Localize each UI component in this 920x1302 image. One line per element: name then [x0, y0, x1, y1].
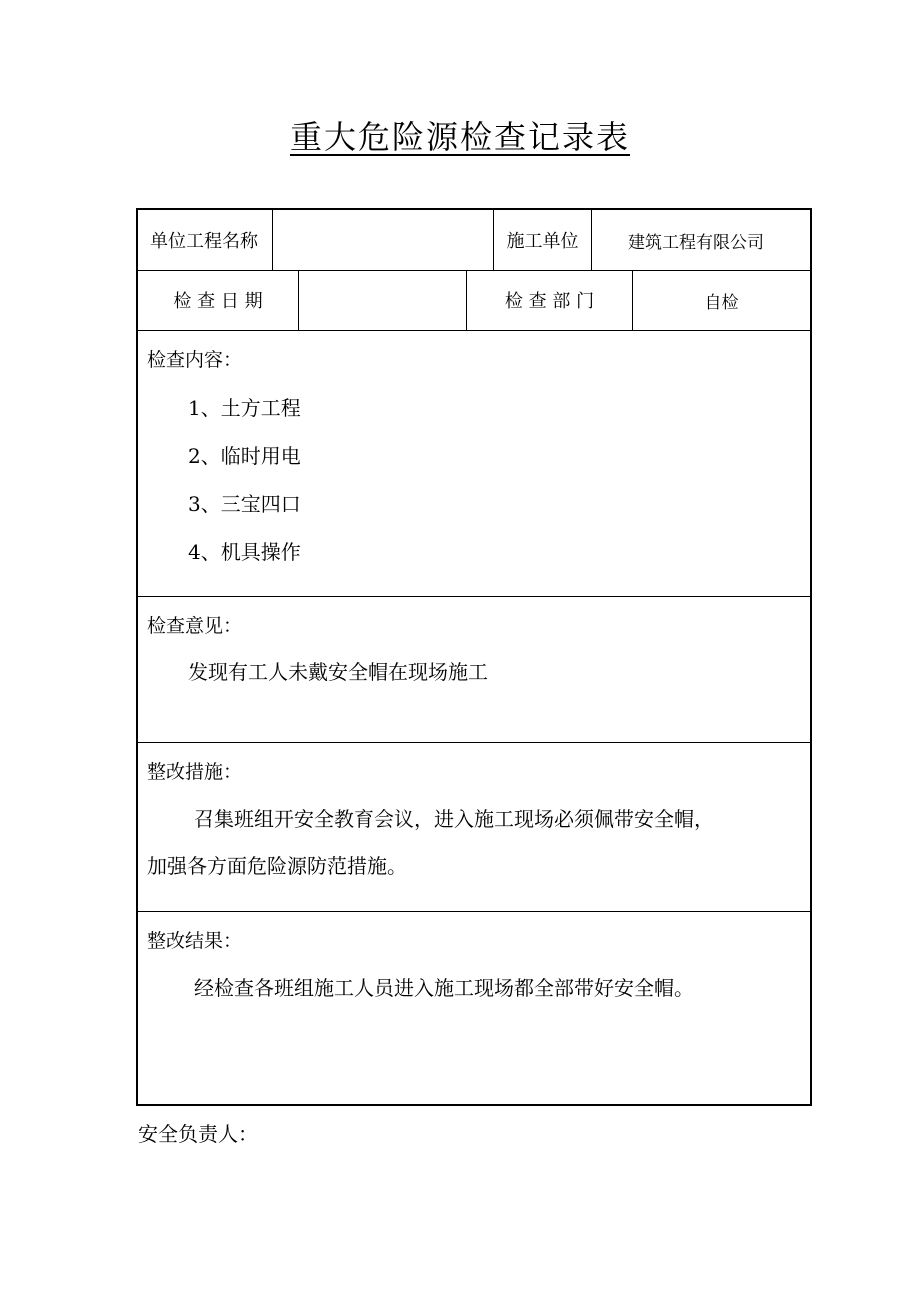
project-name-field[interactable]	[273, 210, 493, 270]
rectification-measures-line-2: 加强各方面危险源防范措施。	[147, 854, 407, 878]
safety-responsible-label: 安全负责人：	[138, 1122, 258, 1146]
project-name-label-cell	[138, 210, 272, 270]
inspection-dept-field[interactable]	[633, 270, 810, 330]
inspection-form-table	[136, 208, 812, 1106]
rectification-result-heading: 整改结果：	[147, 930, 243, 952]
row-divider-5	[138, 911, 810, 912]
rectification-result-text: 经检查各班组施工人员进入施工现场都全部带好安全帽。	[194, 976, 694, 1000]
inspection-dept-value: 自检	[704, 292, 739, 313]
row-divider-3	[138, 596, 810, 597]
construction-unit-field[interactable]	[592, 210, 810, 270]
project-name-label: 单位工程名称	[150, 231, 258, 252]
content-item-3: 3、三宝四口	[188, 492, 301, 516]
construction-unit-label-cell	[494, 210, 591, 270]
content-item-4: 4、机具操作	[188, 540, 301, 564]
row-divider-4	[138, 742, 810, 743]
rectification-measures-heading: 整改措施：	[147, 761, 243, 783]
inspection-opinion-heading: 检查意见：	[147, 615, 243, 637]
row-divider-2	[138, 330, 810, 331]
content-item-2: 2、临时用电	[188, 444, 301, 468]
inspection-dept-label-cell	[467, 270, 632, 330]
inspection-dept-label: 检 查 部 门	[504, 291, 595, 312]
document-title-text: 重大危险源检查记录表	[289, 118, 630, 156]
inspection-opinion-text: 发现有工人未戴安全帽在现场施工	[188, 660, 488, 684]
content-item-1: 1、土方工程	[188, 396, 301, 420]
inspection-content-heading: 检查内容：	[147, 349, 243, 371]
inspection-date-label-cell	[138, 270, 298, 330]
inspection-date-label: 检 查 日 期	[173, 291, 263, 312]
inspection-date-field[interactable]	[299, 270, 466, 330]
construction-unit-label: 施工单位	[506, 231, 579, 252]
construction-unit-value: 建筑工程有限公司	[628, 232, 764, 253]
document-title	[0, 112, 920, 158]
rectification-measures-line-1: 召集班组开安全教育会议，进入施工现场必须佩带安全帽，	[194, 807, 714, 831]
